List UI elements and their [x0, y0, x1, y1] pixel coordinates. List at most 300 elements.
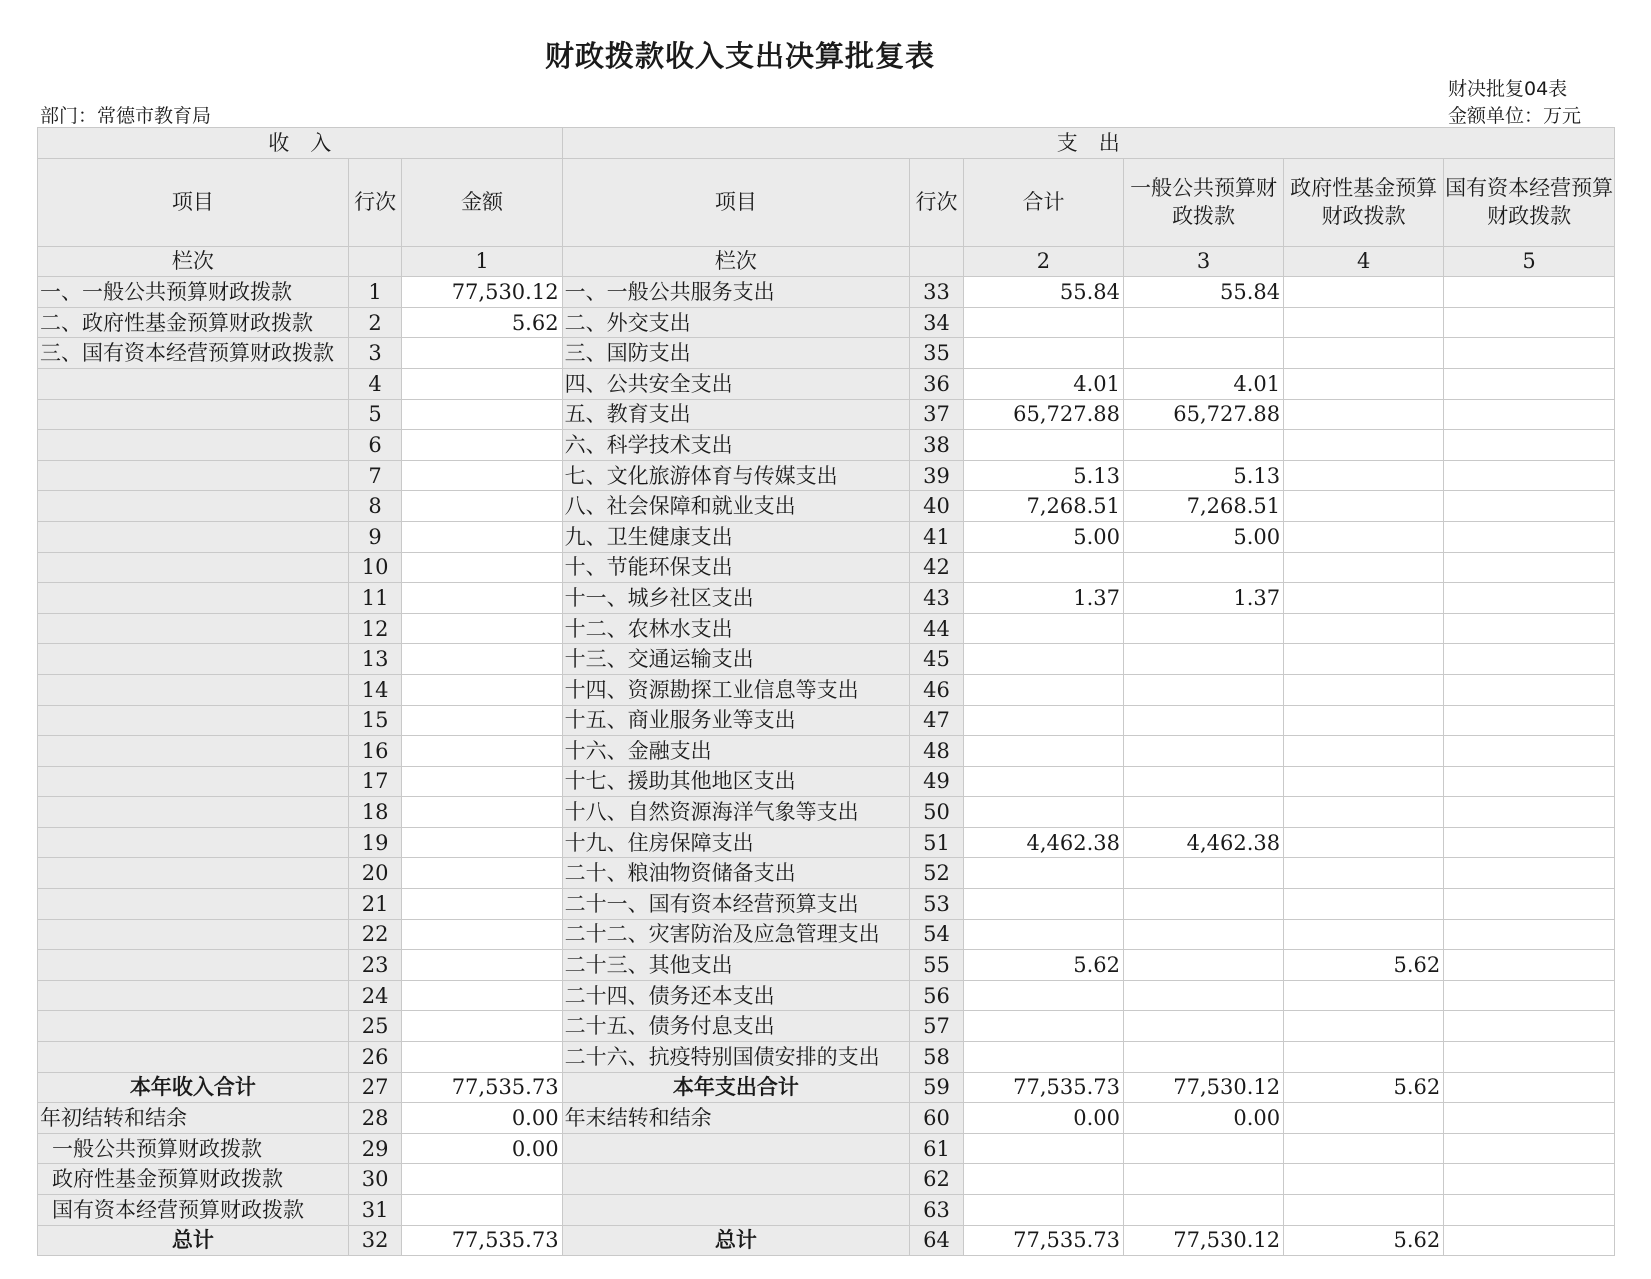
income-line-cell: 28	[348, 1103, 402, 1134]
form-number: 财决批复04表	[1448, 78, 1568, 100]
table-row	[38, 338, 1615, 369]
income-line-cell: 12	[348, 613, 402, 644]
income-line-cell: 7	[348, 460, 402, 491]
expense-item-cell: 五、教育支出	[562, 399, 910, 430]
state-capital-cell	[1444, 430, 1615, 461]
income-line-cell: 31	[348, 1195, 402, 1226]
income-item-cell: 一般公共预算财政拨款	[38, 1133, 349, 1164]
state-capital-cell	[1444, 338, 1615, 369]
expense-line-cell: 37	[910, 399, 964, 430]
expense-line-cell: 60	[910, 1103, 964, 1134]
total-cell	[963, 980, 1123, 1011]
total-cell	[963, 644, 1123, 675]
total-header: 合计	[963, 158, 1123, 246]
fund-budget-cell	[1284, 613, 1444, 644]
income-amount-cell	[402, 583, 562, 614]
income-line-cell: 32	[348, 1225, 402, 1256]
expense-item-cell: 二十一、国有资本经营预算支出	[562, 889, 910, 920]
income-amount-cell	[402, 460, 562, 491]
income-item-cell	[38, 919, 349, 950]
state-capital-cell	[1444, 889, 1615, 920]
general-budget-cell: 7,268.51	[1124, 491, 1284, 522]
expense-item-cell: 二十、粮油物资储备支出	[562, 858, 910, 889]
income-amount-cell	[402, 338, 562, 369]
income-item-cell	[38, 613, 349, 644]
income-item-cell	[38, 950, 349, 981]
income-amount-cell	[402, 644, 562, 675]
expense-line-cell: 44	[910, 613, 964, 644]
table-row	[38, 1072, 1615, 1103]
general-budget-cell	[1124, 1195, 1284, 1226]
total-cell: 5.00	[963, 521, 1123, 552]
fund-budget-cell	[1284, 1042, 1444, 1073]
expense-line-cell: 59	[910, 1072, 964, 1103]
expense-item-cell: 十八、自然资源海洋气象等支出	[562, 797, 910, 828]
income-item-cell: 政府性基金预算财政拨款	[38, 1164, 349, 1195]
income-line-cell: 18	[348, 797, 402, 828]
income-item-cell: 总计	[38, 1225, 349, 1256]
income-item-cell	[38, 583, 349, 614]
expense-line-cell: 56	[910, 980, 964, 1011]
state-capital-cell	[1444, 827, 1615, 858]
income-item-cell	[38, 1011, 349, 1042]
income-amount-cell	[402, 430, 562, 461]
fund-budget-cell	[1284, 491, 1444, 522]
state-capital-cell	[1444, 399, 1615, 430]
income-line-cell: 30	[348, 1164, 402, 1195]
general-budget-cell	[1124, 705, 1284, 736]
income-item-cell: 本年收入合计	[38, 1072, 349, 1103]
table-row	[38, 307, 1615, 338]
expense-line-cell: 52	[910, 858, 964, 889]
expense-item-cell: 十五、商业服务业等支出	[562, 705, 910, 736]
state-capital-cell	[1444, 766, 1615, 797]
income-line-cell: 25	[348, 1011, 402, 1042]
expense-item-cell: 十一、城乡社区支出	[562, 583, 910, 614]
fund-budget-cell: 5.62	[1284, 1225, 1444, 1256]
state-capital-cell	[1444, 858, 1615, 889]
income-amount-cell	[402, 491, 562, 522]
income-amount-cell	[402, 368, 562, 399]
state-capital-cell	[1444, 552, 1615, 583]
table-row	[38, 827, 1615, 858]
income-line-cell: 15	[348, 705, 402, 736]
expense-line-cell: 40	[910, 491, 964, 522]
income-amount-cell	[402, 521, 562, 552]
income-amount-cell	[402, 613, 562, 644]
general-budget-cell	[1124, 1011, 1284, 1042]
total-cell: 77,535.73	[963, 1072, 1123, 1103]
income-line-cell: 24	[348, 980, 402, 1011]
expense-line-cell: 63	[910, 1195, 964, 1226]
income-item-cell: 一、一般公共预算财政拨款	[38, 277, 349, 308]
fund-budget-cell	[1284, 1195, 1444, 1226]
expense-item-cell: 二十三、其他支出	[562, 950, 910, 981]
expense-item-cell: 十七、援助其他地区支出	[562, 766, 910, 797]
column-index-1: 1	[402, 246, 562, 277]
table-row	[38, 430, 1615, 461]
state-capital-cell	[1444, 644, 1615, 675]
table-row	[38, 521, 1615, 552]
income-item-cell	[38, 460, 349, 491]
income-item-cell	[38, 827, 349, 858]
fund-budget-cell	[1284, 1011, 1444, 1042]
total-cell	[963, 797, 1123, 828]
income-amount-cell: 0.00	[402, 1133, 562, 1164]
expense-item-cell: 九、卫生健康支出	[562, 521, 910, 552]
fund-budget-cell	[1284, 1103, 1444, 1134]
general-budget-cell	[1124, 889, 1284, 920]
table-row	[38, 1042, 1615, 1073]
expense-item-cell: 六、科学技术支出	[562, 430, 910, 461]
table-row	[38, 919, 1615, 950]
total-cell	[963, 858, 1123, 889]
state-capital-cell	[1444, 1072, 1615, 1103]
fund-budget-cell	[1284, 674, 1444, 705]
income-item-cell	[38, 797, 349, 828]
general-budget-cell	[1124, 552, 1284, 583]
income-amount-cell	[402, 980, 562, 1011]
expense-line-cell: 54	[910, 919, 964, 950]
income-line-cell: 29	[348, 1133, 402, 1164]
table-row	[38, 858, 1615, 889]
total-cell: 1.37	[963, 583, 1123, 614]
income-item-cell: 二、政府性基金预算财政拨款	[38, 307, 349, 338]
general-budget-cell: 1.37	[1124, 583, 1284, 614]
table-row	[38, 368, 1615, 399]
general-budget-cell	[1124, 736, 1284, 767]
income-amount-cell	[402, 674, 562, 705]
fund-budget-cell	[1284, 399, 1444, 430]
income-item-cell	[38, 491, 349, 522]
expense-line-cell: 45	[910, 644, 964, 675]
expense-item-header: 项目	[562, 158, 910, 246]
fund-budget-cell	[1284, 797, 1444, 828]
expense-line-cell: 39	[910, 460, 964, 491]
state-capital-header: 国有资本经营预算财政拨款	[1444, 158, 1615, 246]
expense-item-cell: 四、公共安全支出	[562, 368, 910, 399]
income-amount-cell	[402, 552, 562, 583]
expense-line-cell: 42	[910, 552, 964, 583]
state-capital-cell	[1444, 919, 1615, 950]
income-item-cell: 三、国有资本经营预算财政拨款	[38, 338, 349, 369]
income-item-cell	[38, 1042, 349, 1073]
income-amount-cell	[402, 919, 562, 950]
expense-line-cell: 47	[910, 705, 964, 736]
income-line-cell: 19	[348, 827, 402, 858]
general-budget-cell	[1124, 338, 1284, 369]
general-budget-cell: 0.00	[1124, 1103, 1284, 1134]
general-budget-cell: 55.84	[1124, 277, 1284, 308]
fund-budget-cell	[1284, 736, 1444, 767]
expense-line-cell: 50	[910, 797, 964, 828]
expense-item-cell: 十六、金融支出	[562, 736, 910, 767]
column-index-label: 栏次	[562, 246, 910, 277]
fund-budget-cell	[1284, 827, 1444, 858]
table-row	[38, 950, 1615, 981]
total-cell	[963, 889, 1123, 920]
table-row	[38, 460, 1615, 491]
column-index-4: 4	[1284, 246, 1444, 277]
income-line-cell: 17	[348, 766, 402, 797]
fund-budget-cell	[1284, 338, 1444, 369]
general-budget-cell	[1124, 1133, 1284, 1164]
expense-item-cell: 十三、交通运输支出	[562, 644, 910, 675]
fund-budget-cell	[1284, 277, 1444, 308]
general-budget-cell	[1124, 613, 1284, 644]
fund-budget-cell	[1284, 307, 1444, 338]
expense-item-cell: 总计	[562, 1225, 910, 1256]
table-row	[38, 1164, 1615, 1195]
total-cell	[963, 552, 1123, 583]
income-line-cell: 8	[348, 491, 402, 522]
expense-line-cell: 48	[910, 736, 964, 767]
income-line-cell: 9	[348, 521, 402, 552]
income-item-header: 项目	[38, 158, 349, 246]
amount-unit: 金额单位：万元	[1448, 105, 1582, 127]
general-budget-cell	[1124, 430, 1284, 461]
state-capital-cell	[1444, 307, 1615, 338]
general-budget-cell: 77,530.12	[1124, 1072, 1284, 1103]
fund-budget-cell	[1284, 858, 1444, 889]
table-row	[38, 613, 1615, 644]
general-budget-cell	[1124, 919, 1284, 950]
table-row	[38, 889, 1615, 920]
income-line-cell: 10	[348, 552, 402, 583]
table-row	[38, 552, 1615, 583]
fund-budget-cell	[1284, 1133, 1444, 1164]
general-budget-cell	[1124, 858, 1284, 889]
income-line-header: 行次	[348, 158, 402, 246]
income-amount-cell	[402, 399, 562, 430]
total-cell: 65,727.88	[963, 399, 1123, 430]
income-amount-cell	[402, 1042, 562, 1073]
table-row	[38, 736, 1615, 767]
state-capital-cell	[1444, 460, 1615, 491]
income-amount-cell: 77,530.12	[402, 277, 562, 308]
general-budget-cell	[1124, 1164, 1284, 1195]
state-capital-cell	[1444, 1225, 1615, 1256]
expense-item-cell	[562, 1195, 910, 1226]
fund-budget-cell	[1284, 919, 1444, 950]
state-capital-cell	[1444, 1042, 1615, 1073]
income-amount-cell	[402, 766, 562, 797]
income-amount-cell	[402, 797, 562, 828]
expense-line-cell: 36	[910, 368, 964, 399]
fund-budget-cell	[1284, 705, 1444, 736]
state-capital-cell	[1444, 674, 1615, 705]
income-amount-cell	[402, 858, 562, 889]
state-capital-cell	[1444, 950, 1615, 981]
state-capital-cell	[1444, 277, 1615, 308]
income-item-cell	[38, 705, 349, 736]
department-label: 部门：常德市教育局	[40, 105, 212, 127]
expense-item-cell: 十、节能环保支出	[562, 552, 910, 583]
income-item-cell: 年初结转和结余	[38, 1103, 349, 1134]
state-capital-cell	[1444, 1103, 1615, 1134]
income-amount-cell	[402, 889, 562, 920]
state-capital-cell	[1444, 1133, 1615, 1164]
expense-line-cell: 51	[910, 827, 964, 858]
expense-item-cell: 二十六、抗疫特别国债安排的支出	[562, 1042, 910, 1073]
income-item-cell	[38, 644, 349, 675]
expense-line-cell: 62	[910, 1164, 964, 1195]
income-amount-cell	[402, 827, 562, 858]
expense-item-cell: 十二、农林水支出	[562, 613, 910, 644]
expense-item-cell: 二十四、债务还本支出	[562, 980, 910, 1011]
general-budget-cell: 4.01	[1124, 368, 1284, 399]
total-cell: 5.13	[963, 460, 1123, 491]
state-capital-cell	[1444, 1164, 1615, 1195]
column-index-5: 5	[1444, 246, 1615, 277]
state-capital-cell	[1444, 980, 1615, 1011]
table-row	[38, 1225, 1615, 1256]
income-item-cell	[38, 430, 349, 461]
table-row	[38, 1103, 1615, 1134]
total-cell	[963, 1042, 1123, 1073]
expense-line-cell: 33	[910, 277, 964, 308]
expense-line-cell: 57	[910, 1011, 964, 1042]
total-cell	[963, 1133, 1123, 1164]
fund-budget-cell	[1284, 368, 1444, 399]
general-budget-cell	[1124, 644, 1284, 675]
expense-line-cell: 46	[910, 674, 964, 705]
state-capital-cell	[1444, 368, 1615, 399]
expense-item-cell: 十四、资源勘探工业信息等支出	[562, 674, 910, 705]
income-line-cell: 27	[348, 1072, 402, 1103]
income-amount-cell: 5.62	[402, 307, 562, 338]
fund-budget-cell	[1284, 583, 1444, 614]
fund-budget-cell	[1284, 980, 1444, 1011]
income-line-cell: 14	[348, 674, 402, 705]
expense-line-cell: 35	[910, 338, 964, 369]
income-amount-header: 金额	[402, 158, 562, 246]
general-budget-cell	[1124, 1042, 1284, 1073]
state-capital-cell	[1444, 1195, 1615, 1226]
table-row	[38, 277, 1615, 308]
total-cell	[963, 674, 1123, 705]
fund-budget-cell: 5.62	[1284, 1072, 1444, 1103]
column-index-empty	[910, 246, 964, 277]
total-cell: 5.62	[963, 950, 1123, 981]
fund-budget-cell	[1284, 644, 1444, 675]
column-index-2: 2	[963, 246, 1123, 277]
state-capital-cell	[1444, 583, 1615, 614]
income-amount-cell	[402, 705, 562, 736]
table-row	[38, 674, 1615, 705]
income-line-cell: 1	[348, 277, 402, 308]
expense-item-cell: 二十二、灾害防治及应急管理支出	[562, 919, 910, 950]
income-line-cell: 3	[348, 338, 402, 369]
total-cell	[963, 705, 1123, 736]
fund-budget-cell	[1284, 521, 1444, 552]
total-cell: 7,268.51	[963, 491, 1123, 522]
income-amount-cell: 0.00	[402, 1103, 562, 1134]
table-row	[38, 797, 1615, 828]
expense-item-cell: 三、国防支出	[562, 338, 910, 369]
table-row	[38, 980, 1615, 1011]
general-budget-cell: 77,530.12	[1124, 1225, 1284, 1256]
appropriation-table	[37, 127, 1615, 1256]
general-budget-cell: 5.13	[1124, 460, 1284, 491]
income-item-cell	[38, 368, 349, 399]
income-item-cell	[38, 552, 349, 583]
general-budget-cell: 4,462.38	[1124, 827, 1284, 858]
expense-line-header: 行次	[910, 158, 964, 246]
fund-budget-cell: 5.62	[1284, 950, 1444, 981]
expense-item-cell: 八、社会保障和就业支出	[562, 491, 910, 522]
income-line-cell: 2	[348, 307, 402, 338]
expense-line-cell: 49	[910, 766, 964, 797]
state-capital-cell	[1444, 1011, 1615, 1042]
income-line-cell: 11	[348, 583, 402, 614]
column-index-3: 3	[1124, 246, 1284, 277]
income-amount-cell	[402, 1011, 562, 1042]
expense-line-cell: 64	[910, 1225, 964, 1256]
income-line-cell: 6	[348, 430, 402, 461]
total-cell	[963, 736, 1123, 767]
total-cell: 55.84	[963, 277, 1123, 308]
income-amount-cell: 77,535.73	[402, 1072, 562, 1103]
general-budget-cell	[1124, 674, 1284, 705]
total-cell	[963, 1164, 1123, 1195]
expense-item-cell: 本年支出合计	[562, 1072, 910, 1103]
table-row	[38, 399, 1615, 430]
expense-line-cell: 43	[910, 583, 964, 614]
state-capital-cell	[1444, 613, 1615, 644]
total-cell	[963, 1195, 1123, 1226]
state-capital-cell	[1444, 705, 1615, 736]
income-line-cell: 23	[348, 950, 402, 981]
fund-budget-cell	[1284, 1164, 1444, 1195]
total-cell: 4.01	[963, 368, 1123, 399]
fund-budget-header: 政府性基金预算财政拨款	[1284, 158, 1444, 246]
expense-line-cell: 58	[910, 1042, 964, 1073]
income-item-cell	[38, 858, 349, 889]
table-row	[38, 766, 1615, 797]
table-row	[38, 1195, 1615, 1226]
total-cell: 77,535.73	[963, 1225, 1123, 1256]
expense-item-cell: 二十五、债务付息支出	[562, 1011, 910, 1042]
income-line-cell: 21	[348, 889, 402, 920]
income-item-cell	[38, 521, 349, 552]
fund-budget-cell	[1284, 766, 1444, 797]
income-amount-cell	[402, 1164, 562, 1195]
general-budget-cell: 65,727.88	[1124, 399, 1284, 430]
general-budget-cell	[1124, 797, 1284, 828]
expense-item-cell: 二、外交支出	[562, 307, 910, 338]
table-row	[38, 583, 1615, 614]
fund-budget-cell	[1284, 460, 1444, 491]
expense-item-cell: 十九、住房保障支出	[562, 827, 910, 858]
table-row	[38, 644, 1615, 675]
general-budget-cell	[1124, 766, 1284, 797]
fund-budget-cell	[1284, 889, 1444, 920]
expense-line-cell: 61	[910, 1133, 964, 1164]
state-capital-cell	[1444, 736, 1615, 767]
total-cell	[963, 766, 1123, 797]
total-cell: 4,462.38	[963, 827, 1123, 858]
table-row	[38, 491, 1615, 522]
income-item-cell: 国有资本经营预算财政拨款	[38, 1195, 349, 1226]
table-row	[38, 705, 1615, 736]
total-cell	[963, 338, 1123, 369]
table-row	[38, 1133, 1615, 1164]
expense-line-cell: 53	[910, 889, 964, 920]
expense-line-cell: 55	[910, 950, 964, 981]
income-amount-cell: 77,535.73	[402, 1225, 562, 1256]
general-budget-cell	[1124, 307, 1284, 338]
